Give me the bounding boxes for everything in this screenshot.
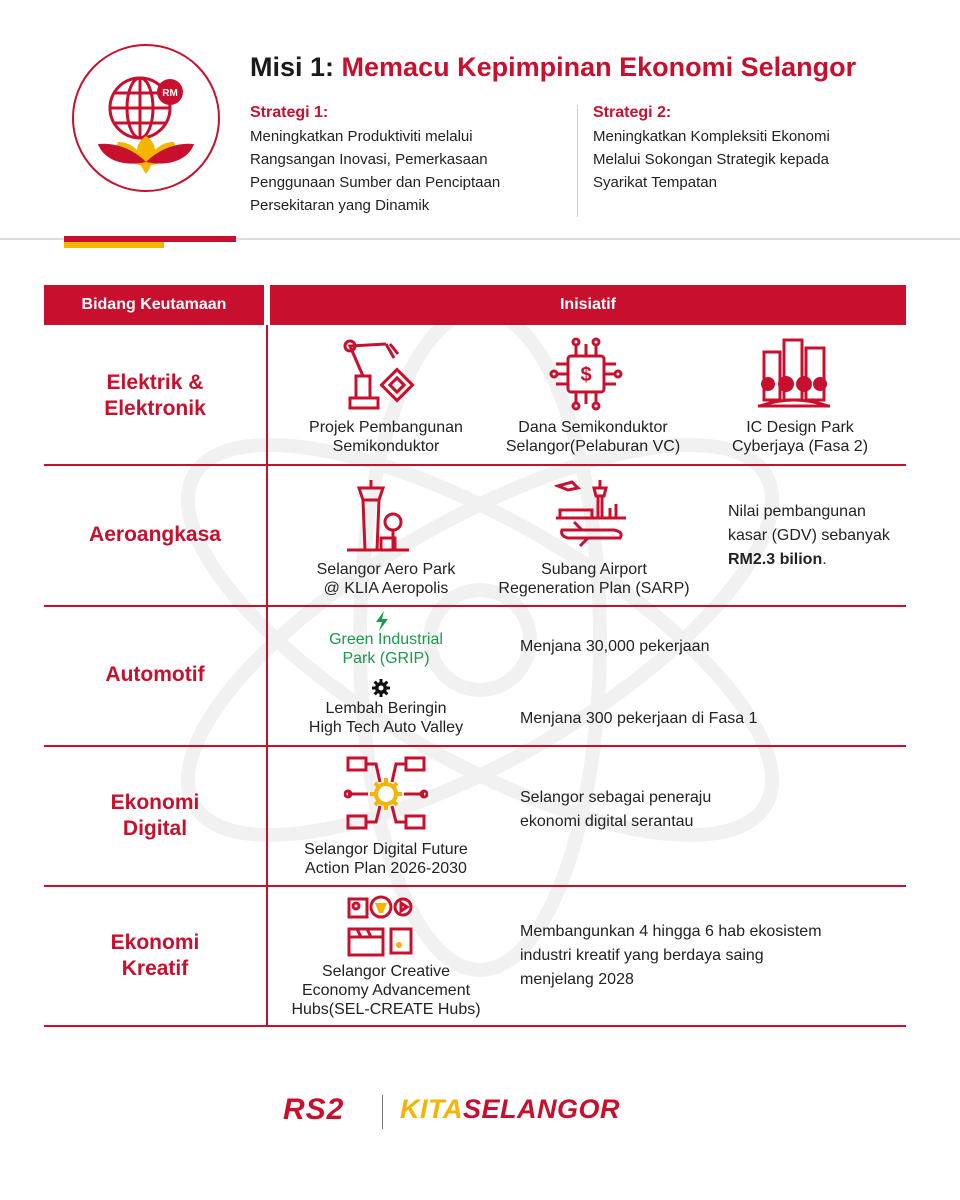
label-line: Selangor Digital Future xyxy=(304,841,468,858)
category-line: Elektronik xyxy=(104,397,206,420)
label-line: Lembah Beringin xyxy=(325,700,447,717)
category-line: Aeroangkasa xyxy=(89,523,221,546)
strategy-divider xyxy=(577,105,578,217)
footer-divider xyxy=(382,1095,383,1129)
control-tower-icon xyxy=(345,476,411,554)
label-line: Projek Pembangunan xyxy=(309,419,463,436)
city-park-icon xyxy=(756,334,832,412)
strategy-1-line: Persekitaran yang Dinamik xyxy=(250,197,430,214)
initiative-label xyxy=(478,418,708,456)
column-divider xyxy=(266,325,268,1027)
auto-valley-note: Menjana 300 pekerjaan di Fasa 1 xyxy=(520,710,758,727)
strategy-2-line: Melalui Sokongan Strategik kepada xyxy=(593,151,829,168)
strategy-1-line: Meningkatkan Produktiviti melalui xyxy=(250,128,473,145)
strategy-1-line: Penggunaan Sumber dan Penciptaan xyxy=(250,174,501,191)
category-line: Automotif xyxy=(105,663,205,686)
label-line: Selangor Creative xyxy=(321,963,451,980)
gear-icon xyxy=(372,679,390,697)
note-line: menjelang 2028 xyxy=(520,971,634,988)
gdv-note xyxy=(728,500,928,572)
label-line: Cyberjaya (Fasa 2) xyxy=(731,438,869,455)
logo-part: OR xyxy=(578,1094,621,1124)
category-line: Ekonomi xyxy=(110,791,200,814)
rs2-logo: RS2 xyxy=(283,1093,345,1126)
row-divider xyxy=(44,605,906,607)
category-line: Kreatif xyxy=(121,957,189,980)
label-line: Selangor(Pelaburan VC) xyxy=(505,438,681,455)
category-line: Ekonomi xyxy=(110,931,200,954)
mission-logo xyxy=(72,44,220,192)
initiative-label xyxy=(276,840,496,878)
creative-note xyxy=(520,920,822,992)
label-line: Subang Airport xyxy=(541,561,647,578)
label-line: Dana Semikonduktor xyxy=(518,419,668,436)
label-line: Semikonduktor xyxy=(332,438,440,455)
strategy-2 xyxy=(593,104,913,194)
initiative-label xyxy=(276,962,496,1019)
globe-flower-icon xyxy=(74,46,218,190)
strategy-2-line: Meningkatkan Kompleksiti Ekonomi xyxy=(593,128,830,145)
creative-media-icon xyxy=(345,893,415,959)
note-line: industri kreatif yang berdaya saing xyxy=(520,947,764,964)
logo-part: KITA xyxy=(400,1094,463,1124)
row-divider xyxy=(44,745,906,747)
accent-bar-yellow xyxy=(64,242,164,248)
category-line: Digital xyxy=(122,817,188,840)
strategy-1-line: Rangsangan Inovasi, Pemerkasaan xyxy=(250,151,488,168)
gdv-value: RM2.3 bilion xyxy=(728,551,823,568)
label-line: Park (GRIP) xyxy=(342,650,430,667)
robotic-arm-chip-icon xyxy=(336,336,416,412)
category-ekonomi-digital xyxy=(44,790,266,842)
note-line xyxy=(728,548,928,572)
initiative-label xyxy=(276,699,496,737)
strategy-2-label: Strategi 2: xyxy=(593,104,672,121)
note-line: ekonomi digital serantau xyxy=(520,813,694,830)
row-divider xyxy=(44,885,906,887)
label-line: Selangor Aero Park xyxy=(316,561,456,578)
label-line: @ KLIA Aeropolis xyxy=(323,580,449,597)
label-line: Action Plan 2026-2030 xyxy=(305,860,467,877)
note-line: Selangor sebagai peneraju xyxy=(520,789,712,806)
lightning-icon xyxy=(374,611,390,631)
strategy-1-label: Strategi 1: xyxy=(250,104,329,121)
note-suffix: . xyxy=(822,551,827,568)
label-line: Green Industrial xyxy=(329,631,443,648)
note-line: kasar (GDV) sebanyak xyxy=(728,527,890,544)
category-ekonomi-kreatif xyxy=(44,930,266,982)
strategy-2-line: Syarikat Tempatan xyxy=(593,174,717,191)
title-main: Memacu Kepimpinan Ekonomi Selangor xyxy=(341,52,857,82)
label-line: Economy Advancement xyxy=(301,982,471,999)
strategy-1 xyxy=(250,104,570,217)
digital-network-gear-icon xyxy=(344,754,428,834)
title-prefix: Misi 1: xyxy=(250,52,335,82)
grip-note: Menjana 30,000 pekerjaan xyxy=(520,638,710,655)
initiative-label xyxy=(276,560,496,598)
dollar-chip-icon xyxy=(548,336,624,412)
label-line: High Tech Auto Valley xyxy=(308,719,464,736)
initiative-label xyxy=(276,418,496,456)
logo-part: SELANG xyxy=(463,1094,579,1124)
svg-text:$: $ xyxy=(580,364,592,386)
page-title xyxy=(250,52,856,83)
digital-note xyxy=(520,786,711,834)
initiative-label xyxy=(476,560,712,598)
logo-badge-text: RM xyxy=(162,88,178,99)
label-line: Hubs(SEL-CREATE Hubs) xyxy=(291,1001,481,1018)
col-header-inisiatif: Inisiatif xyxy=(270,285,906,325)
row-divider xyxy=(44,464,906,466)
category-automotif xyxy=(44,662,266,688)
note-line: Membangunkan 4 hingga 6 hab ekosistem xyxy=(520,923,822,940)
category-elektrik xyxy=(44,370,266,422)
strategy-2-text xyxy=(593,125,913,194)
note-line: Nilai pembangunan xyxy=(728,503,866,520)
category-aeroangkasa xyxy=(44,522,266,548)
category-line: Elektrik & xyxy=(106,371,204,394)
kitaselangor-logo xyxy=(400,1094,620,1125)
label-line: Regeneration Plan (SARP) xyxy=(498,580,690,597)
row-divider xyxy=(44,1025,906,1027)
col-header-bidang: Bidang Keutamaan xyxy=(44,285,264,325)
initiative-label xyxy=(700,418,900,456)
initiative-label-green xyxy=(286,630,486,668)
airport-plane-icon xyxy=(554,474,630,554)
strategy-1-text xyxy=(250,125,570,217)
label-line: IC Design Park xyxy=(746,419,854,436)
